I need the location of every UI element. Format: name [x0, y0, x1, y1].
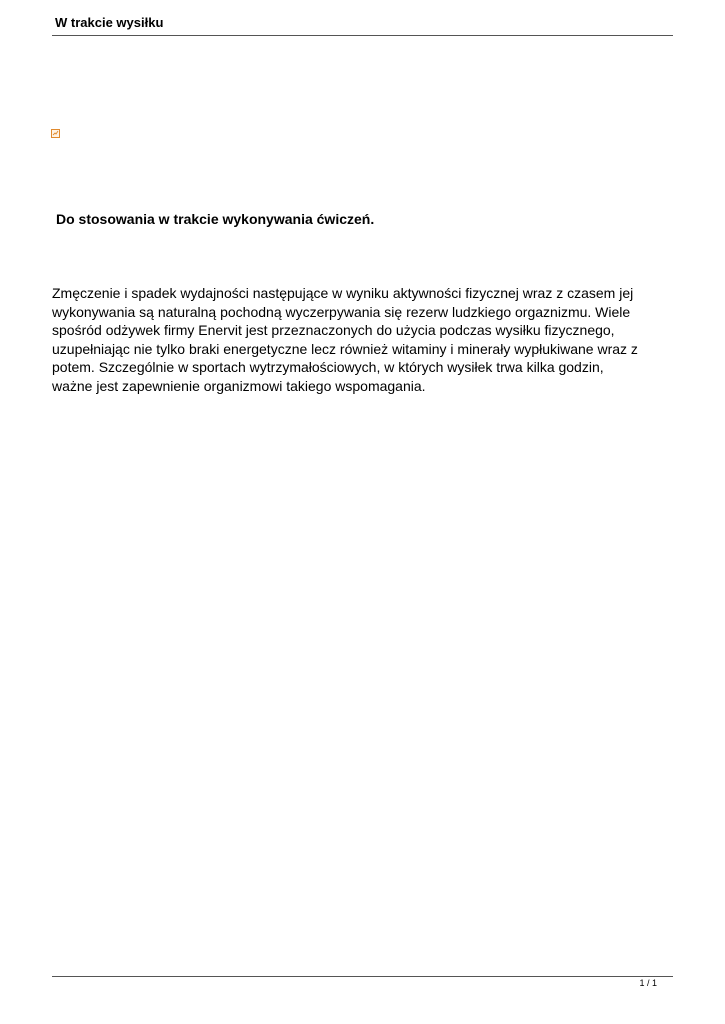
broken-image-icon: [51, 129, 60, 138]
page-header-title: W trakcie wysiłku: [55, 15, 164, 30]
paragraph-line: Zmęczenie i spadek wydajności następujące w wyniku aktywności fizycznej wraz z czasem jej: [52, 285, 634, 301]
header-divider: [52, 35, 673, 36]
footer-divider: [52, 976, 673, 977]
paragraph-line: wykonywania są naturalną pochodną wyczerpywania się rezerw ludzkiego orgaznizmu. Wiele: [52, 303, 631, 320]
paragraph-line: uzupełniając nie tylko braki energetyczne lecz również witaminy i minerały wypłukiwane wraz z: [52, 340, 638, 357]
section-heading: Do stosowania w trakcie wykonywania ćwiczeń.: [56, 211, 375, 227]
page-number: 1 / 1: [639, 978, 657, 988]
broken-image-glyph: [52, 130, 59, 137]
paragraph-line: potem. Szczególnie w sportach wytrzymałościowych, w których wysiłek trwa kilka godzin,: [52, 359, 604, 375]
paragraph-line: ważne jest zapewnienie organizmowi takiego wspomagania.: [52, 377, 426, 394]
body-paragraph: [52, 284, 677, 395]
paragraph-line: spośród odżywek firmy Enervit jest przeznaczonych do użycia podczas wysiłku fizycznego,: [52, 322, 615, 338]
